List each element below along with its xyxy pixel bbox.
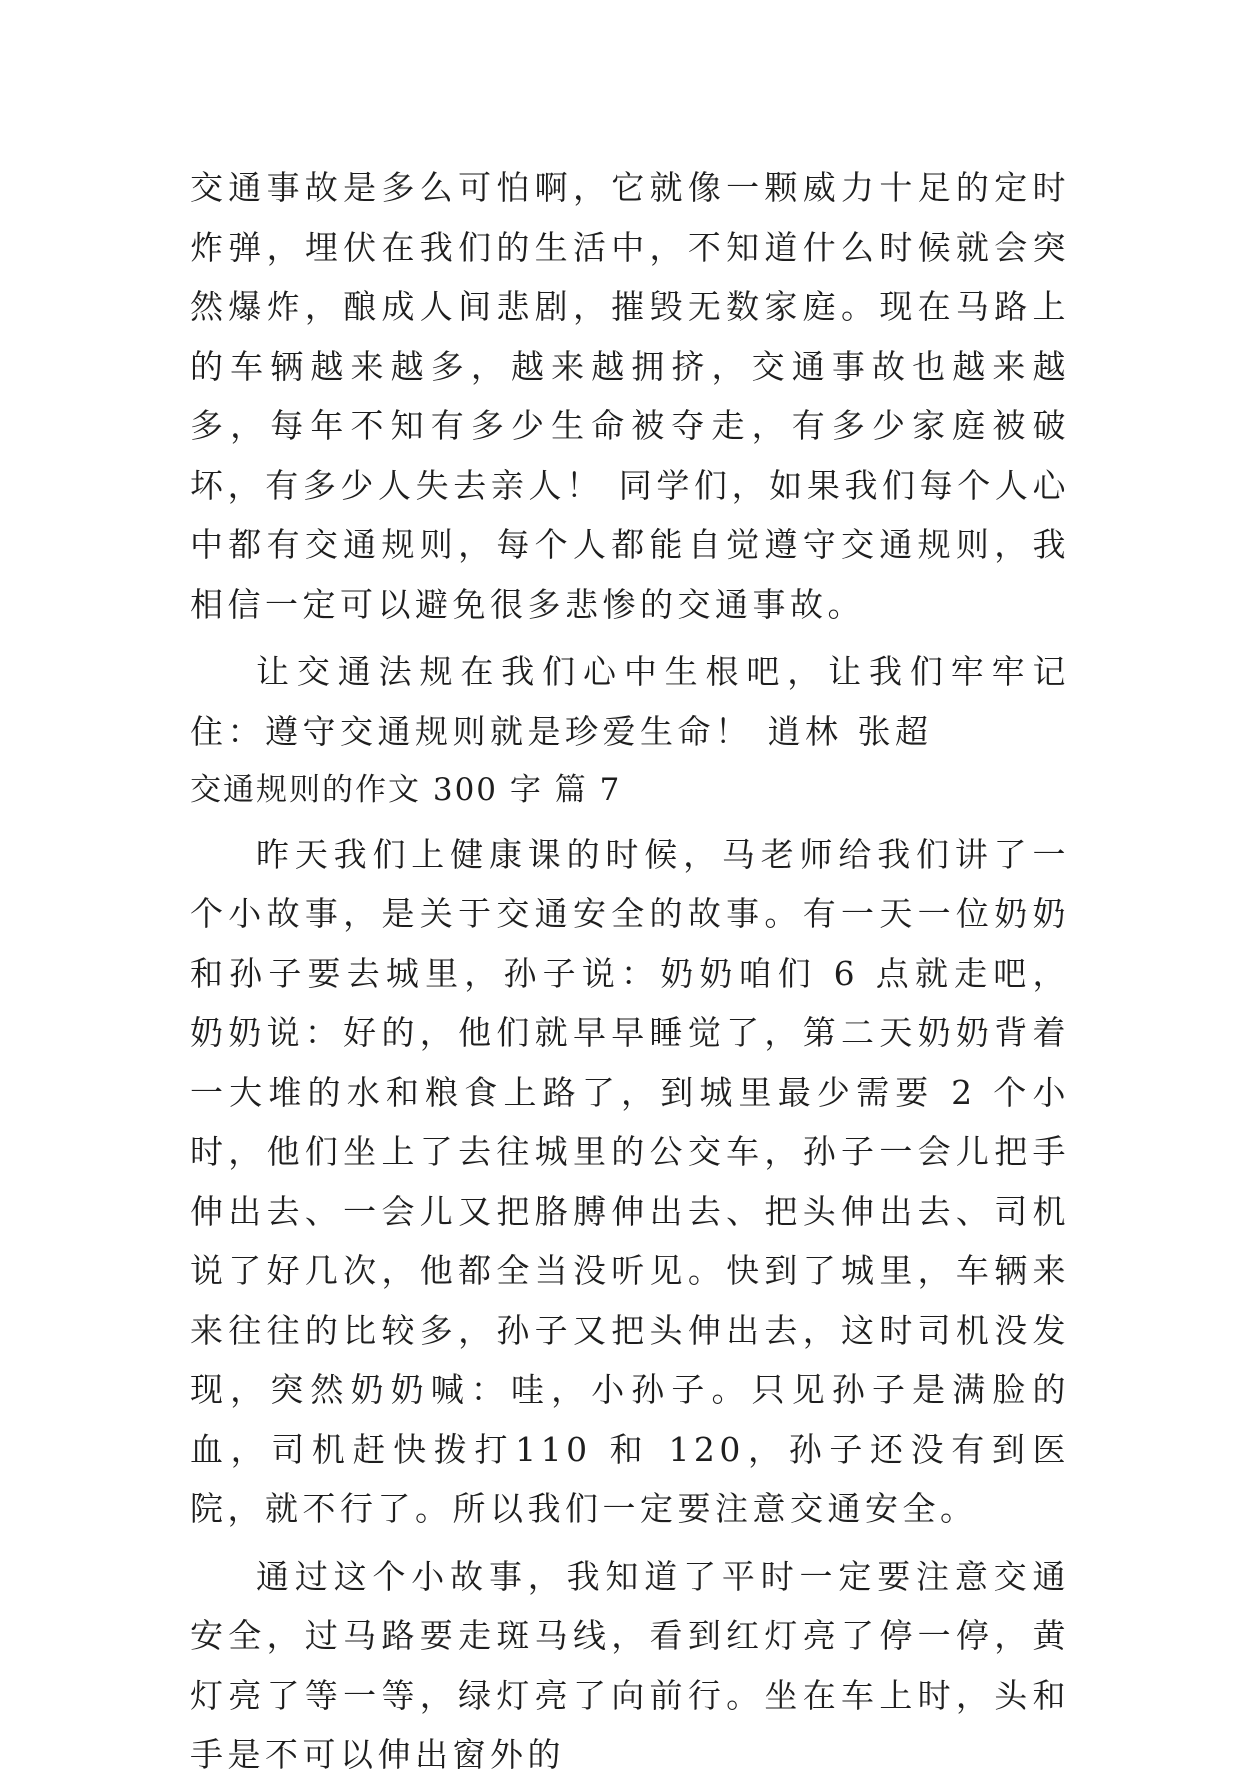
section-heading: 交通规则的作文 300 字 篇 7 [190,772,622,808]
paragraph-story: 昨天我们上健康课的时候，马老师给我们讲了一个小故事，是关于交通安全的故事。有一天一位奶奶和孙子要去城里，孙子说：奶奶咱们 6 点就走吧，奶奶说：好的，他们就早早睡觉了，第二天奶奶背着一大堆的水和粮食上路了，到城里最少需要 2 个小时，他们坐上了去往城里的公交车，孙子一会儿把手伸出去、一会儿又把胳膊伸出去、把头伸出去、司机说了好几次，他都全当没听见。快到了城里，车辆来来往往的比较多，孙子又把头伸出去，这时司机没发现，突然奶奶喊：哇，小孙子。只见孙子是满脸的血，司机赶快拨打110 和 120，孙子还没有到医院，就不行了。所以我们一定要注意交通安全。 [190,834,1070,1528]
paragraph-traffic-accident: 交通事故是多么可怕啊，它就像一颗威力十足的定时炸弹，埋伏在我们的生活中，不知道什么时候就会突然爆炸，酿成人间悲剧，摧毁无数家庭。现在马路上的车辆越来越多，越来越拥挤，交通事故也越来越多，每年不知有多少生命被夺走，有多少家庭被破坏，有多少人失去亲人！ 同学们，如果我们每个人心中都有交通规则，每个人都能自觉遵守交通规则，我相信一定可以避免很多悲惨的交通事故。 [190,168,1070,624]
paragraph-lesson: 通过这个小故事，我知道了平时一定要注意交通安全，过马路要走斑马线，看到红灯亮了停一停，黄灯亮了等一等，绿灯亮了向前行。坐在车上时，头和手是不可以伸出窗外的 [190,1556,1070,1774]
paragraph-closing-remark: 让交通法规在我们心中生根吧，让我们牢牢记住：遵守交通规则就是珍爱生命！ 逍林 张超 [190,652,1070,751]
document-body [190,158,1070,1785]
